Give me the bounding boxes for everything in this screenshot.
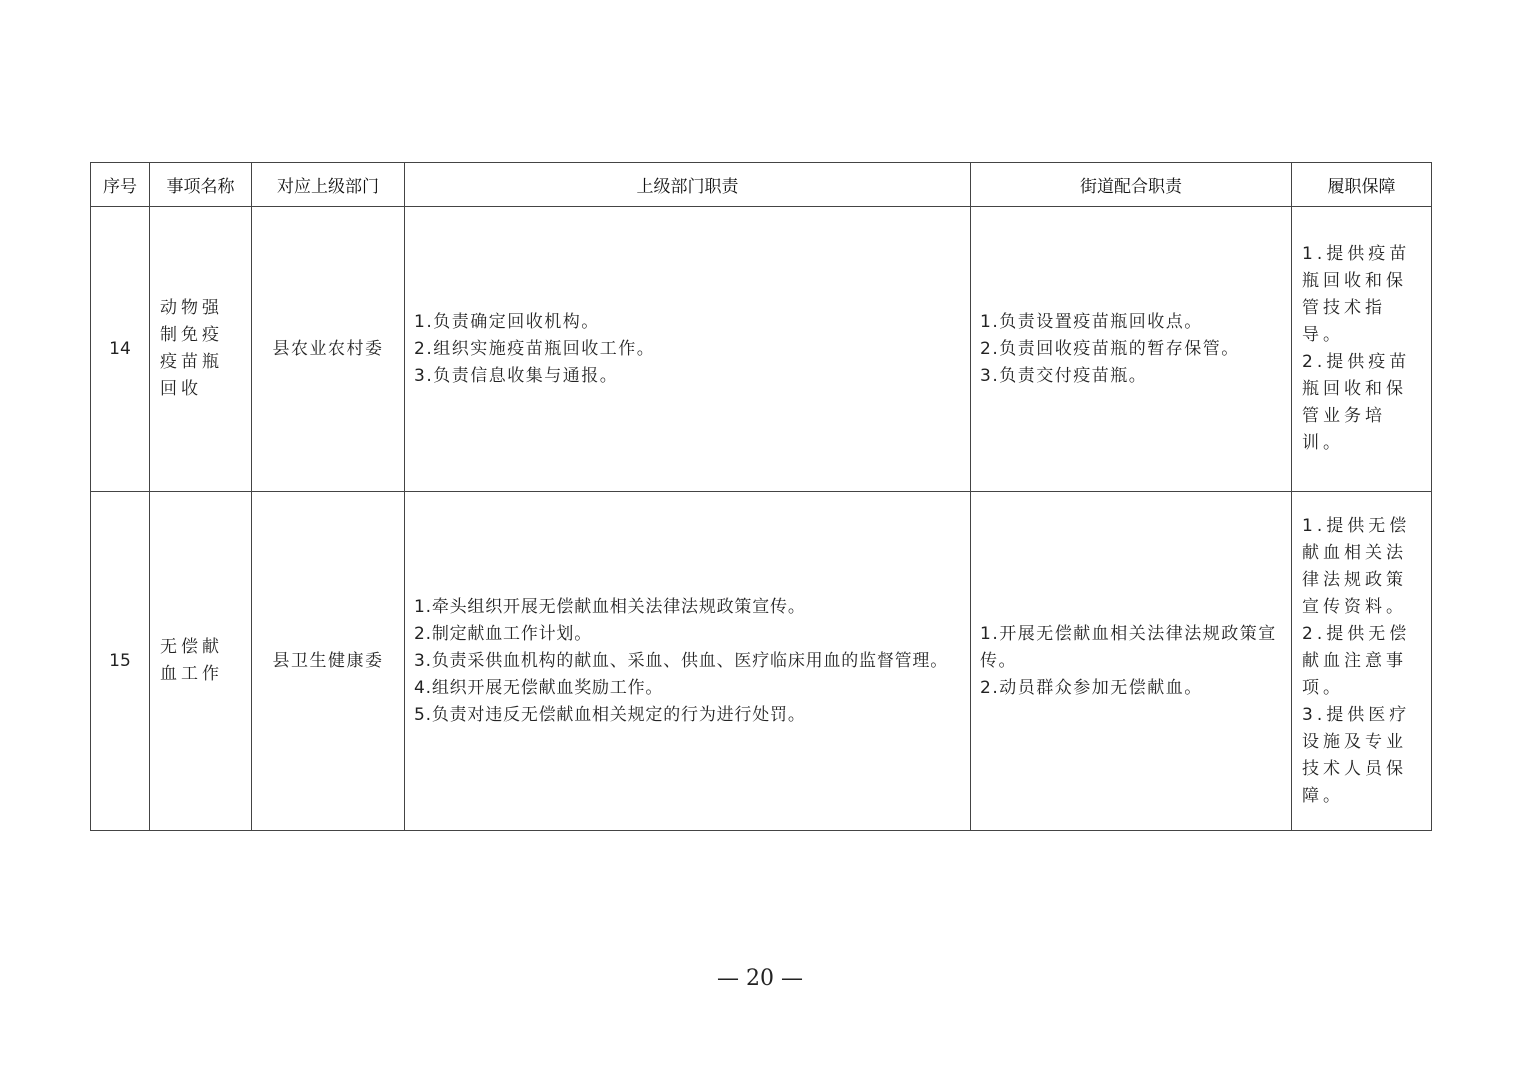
support-line: 2.提供疫苗瓶回收和保管业务培训。 — [1302, 352, 1411, 453]
duty-line: 3.负责采供血机构的献血、采血、供血、医疗临床用血的监督管理。 — [414, 650, 949, 671]
item-name: 无偿献血工作 — [150, 492, 252, 831]
superior-duties — [405, 207, 971, 492]
support — [1292, 207, 1432, 492]
department: 县农业农村委 — [252, 207, 405, 492]
duty-line: 1.负责设置疫苗瓶回收点。 — [980, 311, 1203, 332]
header-item-name: 事项名称 — [150, 163, 252, 207]
department: 县卫生健康委 — [252, 492, 405, 831]
table-header-row — [91, 163, 1432, 207]
duty-line: 2.负责回收疫苗瓶的暂存保管。 — [980, 338, 1240, 359]
page-number: — 20 — — [717, 966, 803, 991]
duty-line: 5.负责对违反无偿献血相关规定的行为进行处罚。 — [414, 704, 806, 725]
duty-table — [90, 162, 1432, 831]
support-line: 1.提供疫苗瓶回收和保管技术指导。 — [1302, 244, 1411, 345]
street-duties — [971, 207, 1292, 492]
duty-line: 1.开展无偿献血相关法律法规政策宣传。 — [980, 623, 1277, 671]
support — [1292, 492, 1432, 831]
duty-line: 3.负责信息收集与通报。 — [414, 365, 619, 386]
item-name: 动物强制免疫疫苗瓶回收 — [150, 207, 252, 492]
table-row — [91, 207, 1432, 492]
duty-line: 2.动员群众参加无偿献血。 — [980, 677, 1203, 698]
duty-line: 3.负责交付疫苗瓶。 — [980, 365, 1148, 386]
support-line: 1.提供无偿献血相关法律法规政策宣传资料。 — [1302, 515, 1411, 617]
table-row — [91, 492, 1432, 831]
header-department: 对应上级部门 — [252, 163, 405, 207]
row-number: 14 — [91, 207, 150, 492]
street-duties — [971, 492, 1292, 831]
duty-line: 1.负责确定回收机构。 — [414, 311, 600, 332]
header-number: 序号 — [91, 163, 150, 207]
row-number: 15 — [91, 492, 150, 831]
duty-line: 2.制定献血工作计划。 — [414, 623, 593, 644]
header-superior-duties: 上级部门职责 — [405, 163, 971, 207]
support-line: 3.提供医疗设施及专业技术人员保障。 — [1302, 704, 1411, 806]
header-street-duties: 街道配合职责 — [971, 163, 1292, 207]
header-support: 履职保障 — [1292, 163, 1432, 207]
support-line: 2.提供无偿献血注意事项。 — [1302, 623, 1411, 698]
duty-line: 2.组织实施疫苗瓶回收工作。 — [414, 338, 656, 359]
superior-duties — [405, 492, 971, 831]
duty-line: 4.组织开展无偿献血奖励工作。 — [414, 677, 664, 698]
duty-line: 1.牵头组织开展无偿献血相关法律法规政策宣传。 — [414, 596, 806, 617]
